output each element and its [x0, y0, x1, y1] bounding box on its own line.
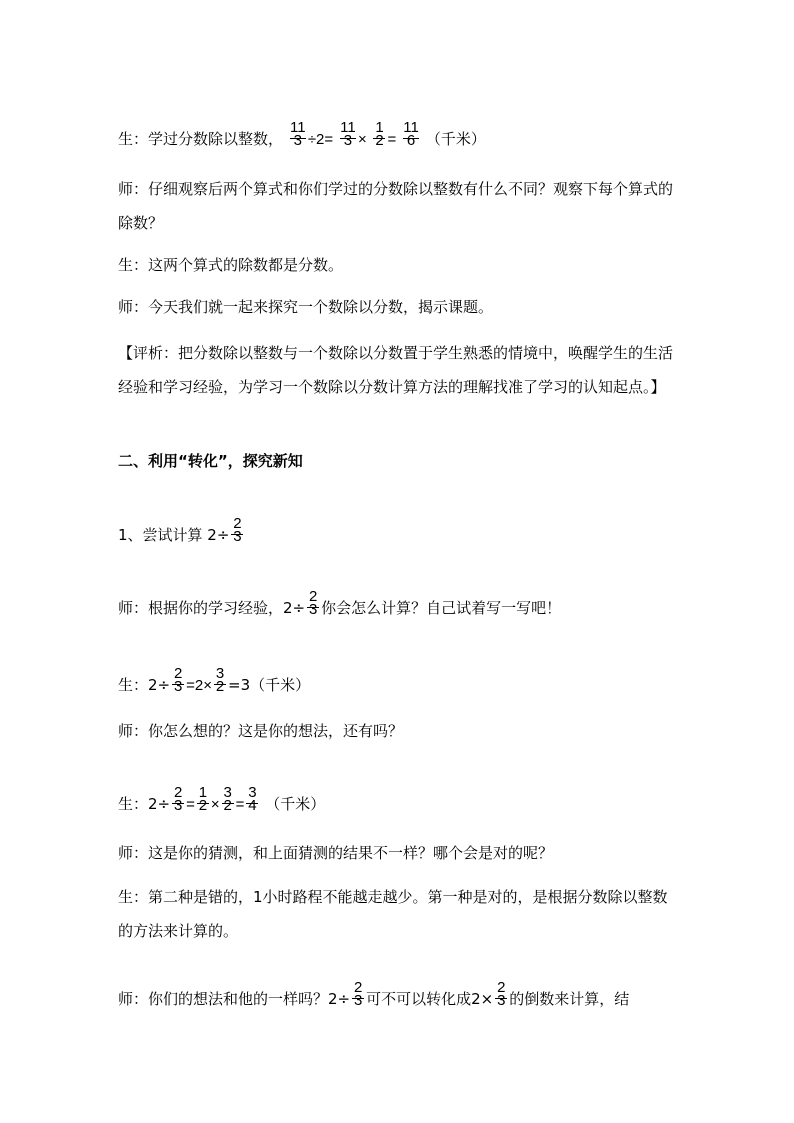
fraction: $\frac{2}{3}$	[497, 979, 506, 1009]
student-answer-paragraph: 生：这两个算式的除数都是分数。	[118, 256, 344, 274]
fraction: $\frac{2}{3}$	[173, 784, 183, 814]
teacher-question-paragraph-2: 师：你怎么想的？这是你的想法，还有吗？	[118, 722, 404, 740]
line-text: 生：2÷	[118, 676, 171, 694]
unit-text: （千米）	[265, 795, 326, 813]
fraction: $\frac{2}{3}$	[173, 665, 183, 695]
math-text: =	[235, 796, 245, 813]
teacher-question-paragraph: 师：仔细观察后两个算式和你们学过的分数除以整数有什么不同？观察下每个算式的除数？	[118, 180, 674, 232]
commentary-paragraph: 【评析：把分数除以整数与一个数除以分数置于学生熟悉的情境中，唤醒学生的生活经验和学习经验，为学习一个数除以分数计算方法的理解找准了学习的认知起点。】	[118, 344, 674, 396]
fraction: $\frac{2}{3}$	[353, 979, 363, 1009]
line-text: 的倒数来计算，结	[509, 990, 630, 1008]
math-text: =	[186, 796, 195, 813]
fraction: $\frac{11}{6}$	[403, 119, 419, 149]
try-calculation-line	[118, 515, 245, 545]
line-text: 师：你们的想法和他的一样吗？2÷	[118, 990, 351, 1008]
student-answer-line-3	[118, 784, 326, 814]
student-explanation-paragraph: 生：第二种是错的，1小时路程不能越走越少。第一种是对的，是根据分数除以整数的方法来计算的。	[118, 888, 668, 940]
fraction: $\frac{11}{3}$	[290, 119, 306, 149]
line-text: 你会怎么计算？自己试着写一写吧！	[321, 599, 562, 617]
math-text: =	[387, 131, 397, 148]
math-text: ÷2=	[307, 131, 334, 148]
math-text: =2×	[186, 677, 212, 694]
fraction: $\frac{2}{3}$	[233, 515, 242, 545]
fraction: $\frac{3}{4}$	[248, 784, 257, 814]
section-heading: 二、利用“转化”，探究新知	[118, 452, 303, 470]
line-text: 师：根据你的学习经验，2÷	[118, 599, 306, 617]
fraction: $\frac{2}{3}$	[308, 588, 318, 618]
fraction: $\frac{3}{2}$	[215, 665, 225, 695]
line-text: 1、尝试计算 2÷	[118, 526, 230, 544]
fraction: $\frac{1}{2}$	[198, 784, 208, 814]
line-text: =3（千米）	[228, 676, 311, 694]
teacher-question-line-4	[118, 979, 630, 1009]
fraction: $\frac{11}{3}$	[340, 119, 356, 149]
teacher-prompt-line	[118, 588, 562, 618]
speaker-label: 生：	[118, 130, 149, 148]
line-text: 生：2÷	[118, 795, 171, 813]
unit-text: （千米）	[425, 130, 486, 148]
fraction: $\frac{3}{2}$	[223, 784, 232, 814]
fraction: $\frac{1}{2}$	[375, 119, 384, 149]
teacher-question-paragraph-3: 师：这是你的猜测，和上面猜测的结果不一样？哪个会是对的呢？	[118, 844, 554, 862]
student-answer-line-2	[118, 665, 311, 695]
answer-text: 学过分数除以整数，	[148, 130, 284, 148]
line-text: 可不可以转化成2×	[366, 990, 494, 1008]
teacher-statement-paragraph: 师：今天我们就一起来探究一个数除以分数，揭示课题。	[118, 298, 494, 316]
math-text: ×	[357, 131, 367, 148]
math-text: ×	[210, 796, 220, 813]
student-answer-line-1	[118, 119, 486, 149]
